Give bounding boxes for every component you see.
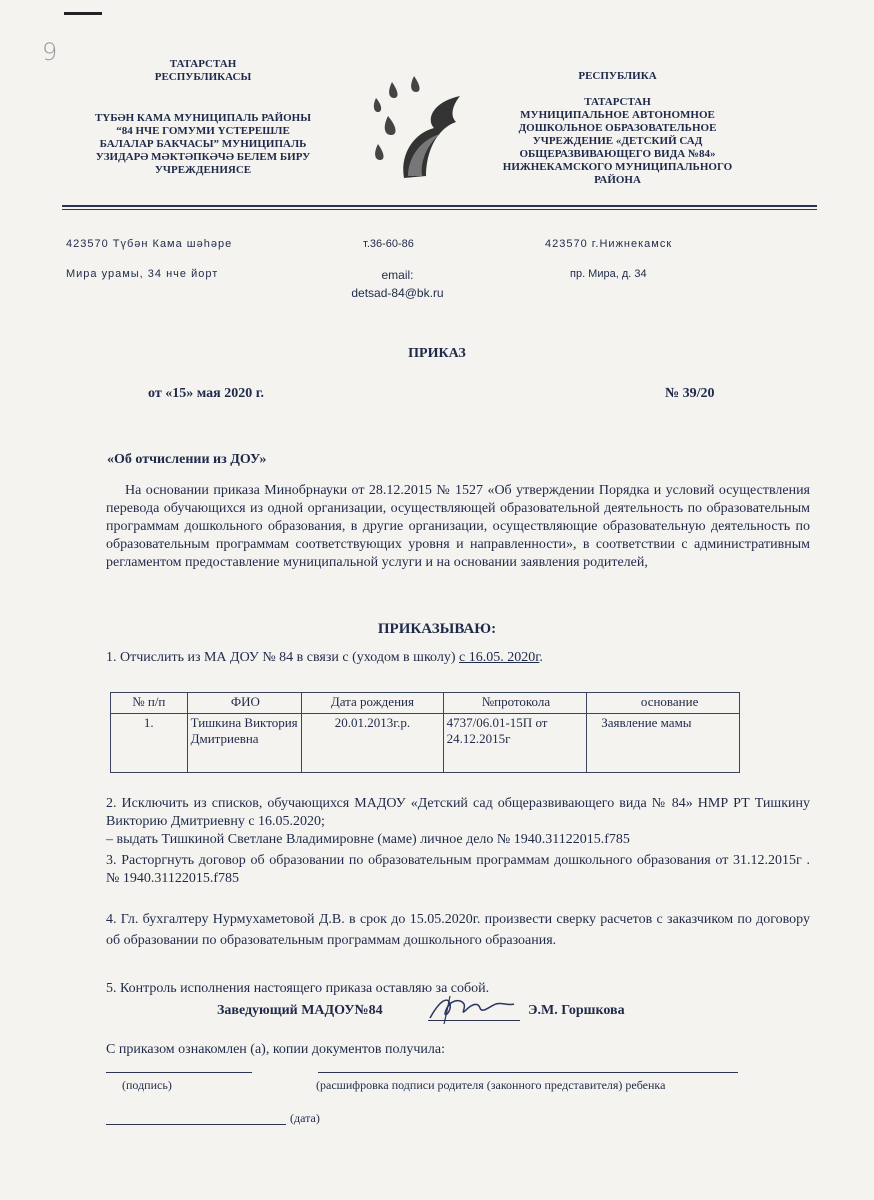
table-cell: 4737/06.01-15П от 24.12.2015г: [443, 714, 587, 773]
address-left-line1: 423570 Түбән Кама шәһәре: [66, 238, 233, 250]
header-right-line: НИЖНЕКАМСКОГО МУНИЦИПАЛЬНОГО: [502, 161, 733, 173]
header-right-line: ОБЩЕРАЗВИВАЮЩЕГО ВИДА №84»: [519, 148, 716, 160]
header-left-line: УЗИДАРӘ МӘКТӘПКӘЧӘ БЕЛЕМ БИРУ: [95, 151, 311, 163]
header-divider: [62, 205, 817, 207]
item2-line1: 2. Исключить из списков, обучающихся МАДОУ «Детский сад общеразвивающего вида № 84» НМР РТ Тишкину Викторию Дмитриевну с 16.05.2020;: [106, 796, 810, 829]
header-right-block: [490, 70, 745, 187]
header-left-line: ТАТАРСТАН: [169, 58, 237, 70]
pencil-page-mark: 9: [42, 38, 58, 66]
order-item-2: [106, 795, 810, 849]
date-blank-line: [106, 1124, 286, 1125]
header-left-line: ТҮБӘН КАМА МУНИЦИПАЛЬ РАЙОНЫ: [94, 112, 312, 124]
header-left-line: РЕСПУБЛИКАСЫ: [154, 71, 252, 83]
order-item-5: 5. Контроль исполнения настоящего приказа оставляю за собой.: [106, 981, 490, 996]
decode-blank-line: [318, 1072, 738, 1073]
table-header-cell: Дата рождения: [302, 693, 443, 714]
signature-title: Заведующий МАДОУ№84: [217, 1003, 383, 1018]
address-left-line2: Мира урамы, 34 нче йорт: [66, 268, 219, 280]
header-left-line: УЧРЕЖДЕНИЯСЕ: [154, 164, 252, 176]
email-address: detsad-84@bk.ru: [351, 286, 444, 300]
signatory-name: Э.М. Горшкова: [528, 1003, 625, 1018]
address-right-line1: 423570 г.Нижнекамск: [545, 238, 673, 250]
preamble-paragraph: На основании приказа Минобрнауки от 28.12.2015 № 1527 «Об утверждении Порядка и условий осуществления перевода обучающихся из одной организации, осуществляющей образовательной деятельность по образовательным программам дошкольного образования, в другие организации, осуществляющие образовательную деятельность по образовательным программам соответствующих уровня и направленности», в соответствии с административным регламентом предоставление муниципальной услуги и на основании заявления родителей,: [106, 483, 810, 570]
header-left-line: “84 НЧЕ ГОМУМИ ҮСТЕРЕШЛЕ: [116, 125, 290, 137]
header-right-line: РЕСПУБЛИКА: [578, 70, 657, 82]
item1-text: 1. Отчислить из МА ДОУ № 84 в связи с (уходом в школу): [106, 650, 459, 665]
phone-number: т.36-60-86: [363, 238, 414, 250]
handwritten-signature-icon: [420, 990, 520, 1030]
scan-mark: [64, 12, 102, 15]
acknowledgement-text: С приказом ознакомлен (а), копии документов получила:: [106, 1042, 445, 1057]
students-table: [110, 692, 740, 773]
table-header-cell: ФИО: [187, 693, 302, 714]
table-cell: Тишкина Виктория Дмитриевна: [187, 714, 302, 773]
table-header-cell: № п/п: [111, 693, 188, 714]
table-cell: 20.01.2013г.р.: [302, 714, 443, 773]
caption-signature: (подпись): [122, 1078, 172, 1092]
header-right-line: ДОШКОЛЬНОЕ ОБРАЗОВАТЕЛЬНОЕ: [518, 122, 717, 134]
table-header-row: [111, 693, 740, 714]
header-right-line: УЧРЕЖДЕНИЕ «ДЕТСКИЙ САД: [532, 135, 703, 147]
table-header-cell: №протокола: [443, 693, 587, 714]
caption-date: (дата): [290, 1111, 320, 1125]
order-heading: ПРИКАЗЫВАЮ:: [377, 621, 497, 637]
institution-logo-icon: [368, 72, 466, 184]
header-right-line: РАЙОНА: [594, 174, 641, 186]
table-header-cell: основание: [587, 693, 740, 714]
header-right-line: МУНИЦИПАЛЬНОЕ АВТОНОМНОЕ: [520, 109, 715, 121]
header-right-line: ТАТАРСТАН: [584, 96, 651, 108]
item1-suffix: .: [539, 650, 543, 665]
order-subject: «Об отчислении из ДОУ»: [107, 452, 267, 467]
order-item-4: 4. Гл. бухгалтеру Нурмухаметовой Д.В. в срок до 15.05.2020г. произвести сверку расчетов с заказчиком по договору об образовании по образовательным программам дошкольного образоания.: [106, 912, 810, 948]
address-right-line2: пр. Мира, д. 34: [570, 268, 647, 280]
header-divider: [62, 209, 817, 210]
email-label: email:: [381, 268, 414, 282]
order-item-1: [106, 650, 543, 666]
order-item-3: 3. Расторгнуть договор об образовании по образовательным программам дошкольного образования от 31.12.2015г . № 1940.31122015.f785: [106, 853, 810, 886]
order-date: от «15» мая 2020 г.: [148, 386, 264, 401]
table-cell: Заявление мамы: [587, 714, 740, 773]
header-left-line: БАЛАЛАР БАКЧАСЫ” МУНИЦИПАЛЬ: [99, 138, 307, 150]
signature-blank-line: [106, 1072, 252, 1073]
table-row: [111, 714, 740, 773]
item1-date: с 16.05. 2020г: [459, 650, 540, 665]
caption-decode: (расшифровка подписи родителя (законного представителя) ребенка: [316, 1078, 666, 1092]
document-title: ПРИКАЗ: [408, 346, 466, 361]
order-number: № 39/20: [665, 386, 715, 401]
item2-line2: – выдать Тишкиной Светлане Владимировне (маме) личное дело № 1940.31122015.f785: [106, 832, 630, 847]
header-left-block: [68, 58, 338, 177]
table-cell: 1.: [111, 714, 188, 773]
